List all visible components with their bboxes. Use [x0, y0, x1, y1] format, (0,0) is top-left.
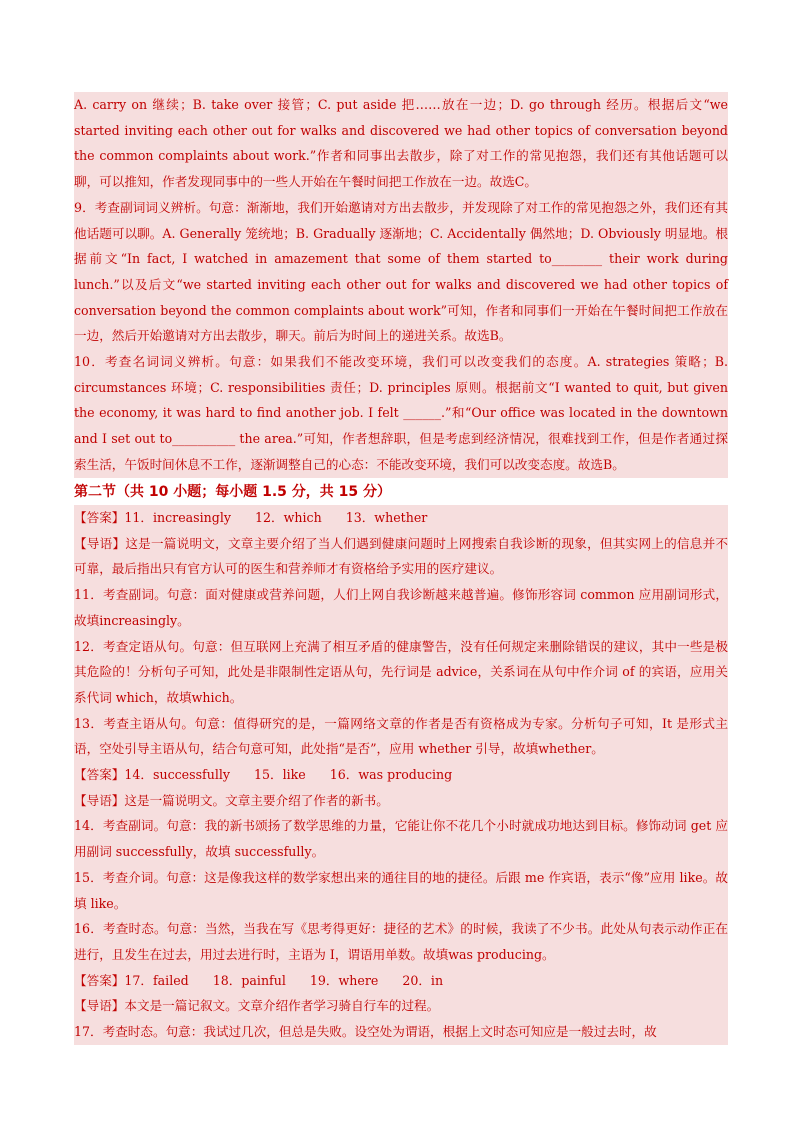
explanation-q15: 15．考查介词。句意：这是像我这样的数学家想出来的通往目的地的捷径。后跟 me 作宾语，表示“像”应用 like。故填 like。: [74, 869, 728, 911]
explanation-q17: 17．考查时态。句意：我试过几次，但总是失败。设空处为谓语，根据上文时态可知应是一般过去时，故: [74, 1024, 657, 1040]
guide-14-16: [74, 788, 728, 814]
answer-17: 17．failed: [124, 972, 189, 988]
guide-11-13: [74, 531, 728, 582]
guide-text: 这是一篇说明文。文章主要介绍了作者的新书。: [124, 792, 389, 808]
answer-tag: 【答案】: [74, 510, 125, 525]
explanation-q16: 16．考查时态。句意：当然，当我在写《思考得更好：捷径的艺术》的时候，我读了不少书。此处从句表示动作正在进行，且发生在过去，用过去进行时，主语为 I，谓语用单数。故填was producing。: [74, 921, 728, 962]
answer-line-17-20: [74, 968, 728, 994]
answer-19: 19．where: [309, 972, 379, 988]
explanation-block-section2: [74, 505, 728, 1045]
guide-tag: 【导语】: [74, 792, 125, 808]
answer-16: 16．was producing: [329, 767, 453, 783]
answer-line-14-16: [74, 762, 728, 788]
answer-14: 14．successfully: [124, 767, 230, 783]
answer-18: 18．painful: [212, 972, 286, 988]
guide-text: 这是一篇说明文，文章主要介绍了当人们遇到健康问题时上网搜索自我诊断的现象，但其实网上的信息并不可靠，最后指出只有官方认可的医生和营养师才有资格给予实用的医疗建议。: [74, 535, 728, 577]
explanation-q14: 14．考查副词。句意：我的新书颂扬了数学思维的力量，它能让你不花几个小时就成功地达到目标。修饰动词 get 应用副词 successfully，故填 successfully。: [74, 818, 728, 860]
explanation-q12: 12．考查定语从句。句意：但互联网上充满了相互矛盾的健康警告，没有任何规定来删除错误的建议，其中一些是极其危险的！分析句子可知，此处是非限制性定语从句，先行词是 advice，关系词在从句中作介词 of 的宾语，应用关系代词 which，故填which。: [74, 638, 728, 705]
guide-tag: 【导语】: [74, 535, 126, 551]
answer-13: 13．whether: [345, 510, 428, 525]
guide-tag: 【导语】: [74, 998, 125, 1014]
explanation-q8-options: A. carry on 继续；B. take over 接管；C. put aside 把……放在一边；D. go through 经历。根据后文“we started inviting each other out for walks and discovered we had other topics of conversation beyond the common complaints about work.”作者和同事出去散步，除了对工作的常见抱怨，我们还有其他话题可以聊，可以推知，作者发现同事中的一些人开始在午餐时间把工作放在一边。故选C。: [74, 97, 728, 190]
answer-12: 12．which: [254, 510, 322, 525]
explanation-block-section1: [74, 92, 728, 478]
guide-17-20: [74, 993, 728, 1019]
explanation-q13: 13．考查主语从句。句意：值得研究的是，一篇网络文章的作者是否有资格成为专家。分析句子可知，It 是形式主语，空处引导主语从句，结合句意可知，此处指“是否”，应用 whether 引导，故填whether。: [74, 715, 728, 757]
explanation-q11: 11．考查副词。句意：面对健康或营养问题，人们上网自我诊断越来越普遍。修饰形容词 common 应用副词形式，故填increasingly。: [74, 587, 728, 628]
explanation-q9: 9．考查副词词义辨析。句意：渐渐地，我们开始邀请对方出去散步，并发现除了对工作的常见抱怨之外，我们还有其他话题可以聊。A. Generally 笼统地；B. Gradually 逐渐地；C. Accidentally 偶然地；D. Obviously 明显地。根据前文“In fact, I watched in amazement that some of them started to________ their work during lunch.”以及后文“we started inviting each other out for walks and discovered we had other topics of conversation beyond the common complaints about work”可知，作者和同事们一开始在午餐时间把工作放在一边，然后开始邀请对方出去散步，聊天。前后为时间上的递进关系。故选B。: [74, 199, 728, 344]
explanation-q10: 10．考查名词词义辨析。句意：如果我们不能改变环境，我们可以改变我们的态度。A. strategies 策略；B. circumstances 环境；C. responsibilities 责任；D. principles 原则。根据前文“I wanted to quit, but given the economy, it was hard to find another job. I felt ______.”和“Our office was located in the downtown and I set out to__________ the area.”可知，作者想辞职，但是考虑到经济情况，很难找到工作，但是作者通过探索生活，午饭时间休息不工作，逐渐调整自己的心态：不能改变环境，我们可以改变态度。故选B。: [74, 354, 729, 472]
section-heading: 第二节（共 10 小题；每小题 1.5 分，共 15 分）: [74, 484, 392, 500]
answer-tag: 【答案】: [74, 972, 125, 988]
answer-11: 11．increasingly: [124, 510, 231, 525]
answer-15: 15．like: [254, 767, 306, 783]
answer-20: 20．in: [402, 972, 444, 988]
answer-tag: 【答案】: [74, 767, 125, 783]
answer-line-11-13: [74, 505, 728, 531]
guide-text: 本文是一篇记叙文。文章介绍作者学习骑自行车的过程。: [124, 998, 440, 1014]
